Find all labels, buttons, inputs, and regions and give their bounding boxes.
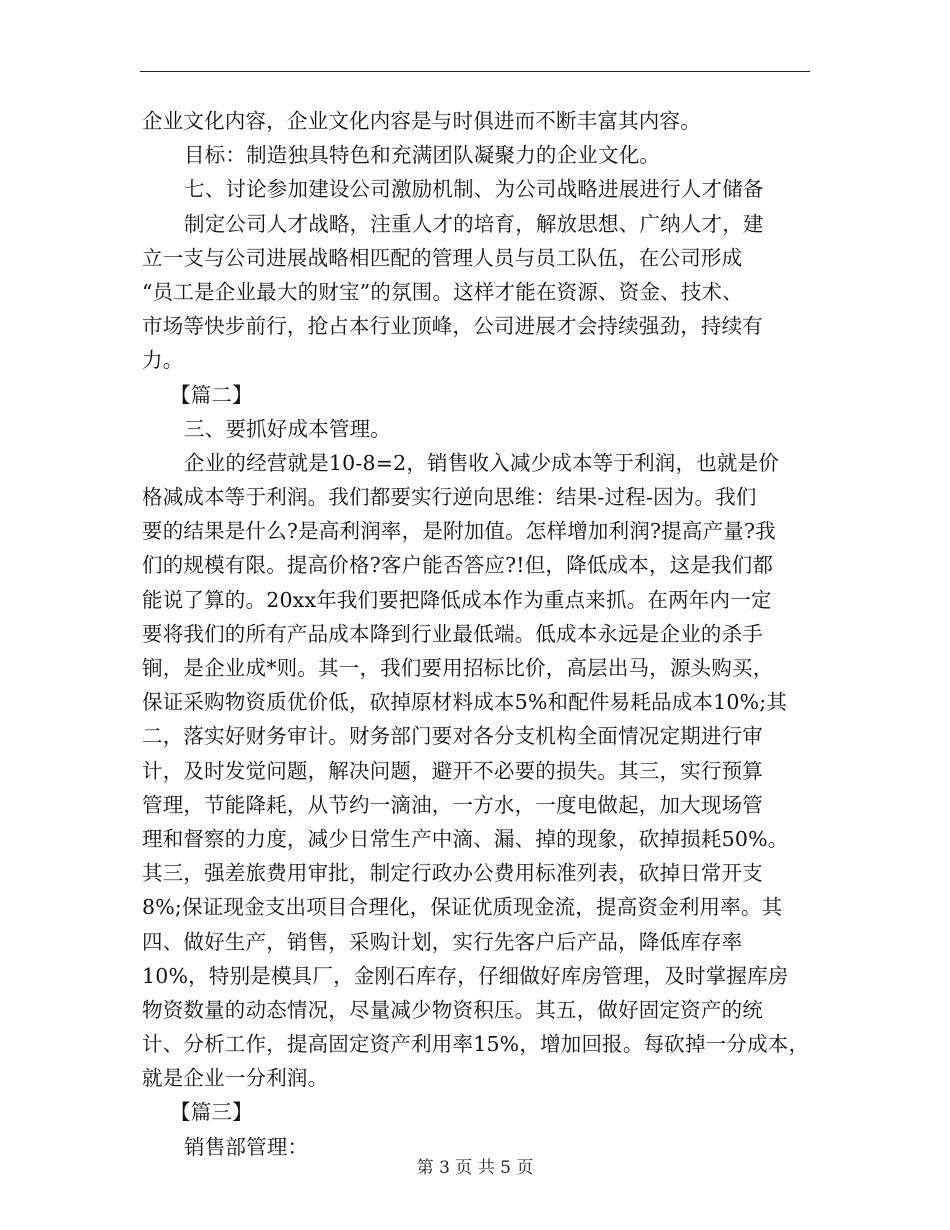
chapter-heading: 【篇三】 bbox=[170, 1100, 253, 1125]
paragraph-line: 企业的经营就是10-8=2，销售收入减少成本等于利润，也就是价 bbox=[184, 450, 779, 475]
section-heading: 三、要抓好成本管理。 bbox=[184, 416, 391, 441]
paragraph-line: 格减成本等于利润。我们都要实行逆向思维：结果-过程-因为。我们 bbox=[142, 485, 757, 510]
paragraph-line: 制定公司人才战略，注重人才的培育，解放思想、广纳人才，建 bbox=[184, 211, 764, 236]
paragraph-line: 要的结果是什么?是高利润率，是附加值。怎样增加利润?提高产量?我 bbox=[142, 519, 776, 544]
paragraph-line: 四、做好生产，销售，采购计划，实行先客户后产品，降低库存率 bbox=[142, 929, 743, 954]
paragraph-line: 保证采购物资质优价低，砍掉原材料成本5%和配件易耗品成本10%;其 bbox=[142, 690, 788, 715]
paragraph-line: 们的规模有限。提高价格?客户能否答应?!但，降低成本，这是我们都 bbox=[142, 553, 774, 578]
paragraph-line: 力。 bbox=[142, 348, 184, 373]
paragraph-line: 10%，特别是模具厂，金刚石库存，仔细做好库房管理，及时掌握库房 bbox=[142, 963, 789, 988]
paragraph-line: 企业文化内容，企业文化内容是与时俱进而不断丰富其内容。 bbox=[142, 109, 701, 133]
paragraph-line: “员工是企业最大的财宝”的氛围。这样才能在资源、资金、技术、 bbox=[142, 279, 743, 304]
paragraph-line: 管理，节能降耗，从节约一滴油，一方水，一度电做起，加大现场管 bbox=[142, 792, 763, 817]
paragraph-line: 理和督察的力度，减少日常生产中滴、漏、掉的现象，砍掉损耗50%。 bbox=[142, 826, 789, 851]
paragraph-line: 计、分析工作，提高固定资产利用率15%，增加回报。每砍掉一分成本， bbox=[142, 1032, 810, 1057]
paragraph-line: 锏，是企业成*则。其一，我们要用招标比价，高层出马，源头购买， bbox=[142, 656, 774, 680]
paragraph-line: 其三，强差旅费用审批，制定行政办公费用标准列表，砍掉日常开支 bbox=[142, 861, 763, 886]
paragraph-line: 要将我们的所有产品成本降到行业最低端。低成本永远是企业的杀手 bbox=[142, 621, 763, 646]
paragraph-line: 立一支与公司进展战略相匹配的管理人员与员工队伍，在公司形成 bbox=[142, 245, 743, 270]
paragraph-line: 物资数量的动态情况，尽量减少物资积压。其五，做好固定资产的统 bbox=[142, 997, 763, 1022]
chapter-heading: 【篇二】 bbox=[170, 382, 253, 407]
header-rule bbox=[140, 71, 810, 72]
paragraph-line: 销售部管理： bbox=[184, 1134, 309, 1159]
paragraph-line: 就是企业一分利润。 bbox=[142, 1066, 329, 1091]
section-heading: 七、讨论参加建设公司激励机制、为公司战略进展进行人才储备 bbox=[184, 177, 764, 202]
paragraph-line: 能说了算的。20xx年我们要把降低成本作为重点来抓。在两年内一定 bbox=[142, 587, 772, 612]
paragraph-line: 市场等快步前行，抢占本行业顶峰，公司进展才会持续强劲，持续有 bbox=[142, 314, 763, 339]
paragraph-line: 计，及时发觉问题，解决问题，避开不必要的损失。其三，实行预算 bbox=[142, 758, 763, 783]
page-number: 第 3 页 共 5 页 bbox=[416, 1158, 534, 1178]
paragraph-line: 二，落实好财务审计。财务部门要对各分支机构全面情况定期进行审 bbox=[142, 724, 763, 749]
document-body bbox=[142, 104, 832, 1164]
paragraph-line: 8%;保证现金支出项目合理化，保证优质现金流，提高资金利用率。其 bbox=[142, 895, 783, 920]
paragraph-line: 目标：制造独具特色和充满团队凝聚力的企业文化。 bbox=[184, 143, 661, 168]
